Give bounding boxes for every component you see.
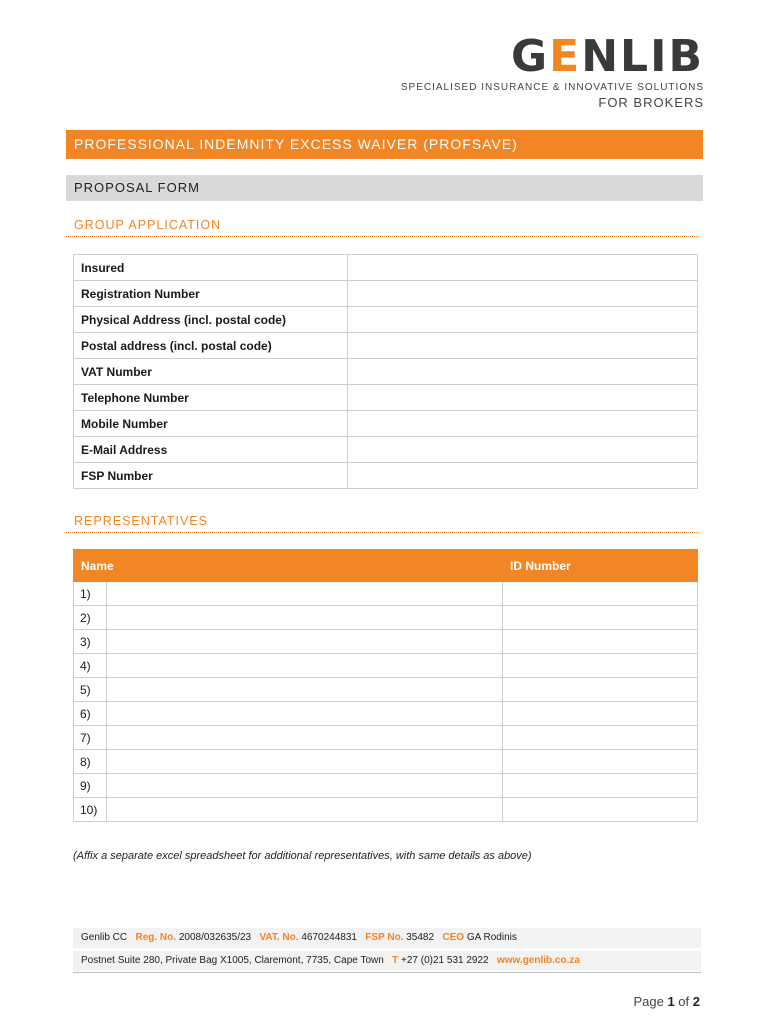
page-total: 2 <box>692 994 700 1009</box>
footer-reg-label: Reg. No. <box>135 932 177 943</box>
group-field-label: Registration Number <box>74 281 348 307</box>
representative-name-cell[interactable] <box>107 702 503 726</box>
representative-id-cell[interactable] <box>503 582 698 606</box>
group-field-row <box>74 437 698 463</box>
representative-row-number: 9) <box>74 774 107 798</box>
footer-vat-label: VAT. No. <box>259 932 299 943</box>
representative-row-number: 5) <box>74 678 107 702</box>
group-field-label: Physical Address (incl. postal code) <box>74 307 348 333</box>
page-of: of <box>678 994 690 1009</box>
representative-row <box>74 606 698 630</box>
group-field-label: Postal address (incl. postal code) <box>74 333 348 359</box>
footer-address-line <box>73 951 701 971</box>
footer-ceo-value: GA Rodinis <box>466 932 517 943</box>
representatives-header-row <box>74 550 698 582</box>
group-field-value-cell[interactable] <box>348 463 698 489</box>
representative-id-cell[interactable] <box>503 798 698 822</box>
group-field-value-cell[interactable] <box>348 437 698 463</box>
group-field-label: Telephone Number <box>74 385 348 411</box>
representative-id-cell[interactable] <box>503 654 698 678</box>
group-field-row <box>74 307 698 333</box>
representative-name-cell[interactable] <box>107 750 503 774</box>
representative-name-cell[interactable] <box>107 582 503 606</box>
representative-row <box>74 774 698 798</box>
group-field-label: Mobile Number <box>74 411 348 437</box>
representative-row-number: 6) <box>74 702 107 726</box>
footer-ceo-label: CEO <box>442 932 465 943</box>
group-field-row <box>74 385 698 411</box>
logo-letters-nlib: NLIB <box>581 31 704 82</box>
representative-row <box>74 702 698 726</box>
group-application-heading: GROUP APPLICATION <box>66 218 699 237</box>
group-field-row <box>74 463 698 489</box>
representative-row-number: 8) <box>74 750 107 774</box>
representative-row <box>74 726 698 750</box>
representative-id-cell[interactable] <box>503 774 698 798</box>
page-current: 1 <box>667 994 675 1009</box>
representative-row-number: 4) <box>74 654 107 678</box>
group-field-value-cell[interactable] <box>348 307 698 333</box>
footer-fsp-value: 35482 <box>406 932 435 943</box>
footer-reg-value: 2008/032635/23 <box>178 932 252 943</box>
representative-name-cell[interactable] <box>107 798 503 822</box>
genlib-logo <box>400 31 704 110</box>
representative-row-number: 3) <box>74 630 107 654</box>
representative-row <box>74 798 698 822</box>
representative-row <box>74 750 698 774</box>
group-field-label: E-Mail Address <box>74 437 348 463</box>
group-application-table <box>73 254 698 489</box>
page-number <box>633 994 700 1009</box>
footer-website-link[interactable]: www.genlib.co.za <box>496 955 580 966</box>
footer-tel-value: +27 (0)21 531 2922 <box>401 955 489 966</box>
representative-name-cell[interactable] <box>107 654 503 678</box>
group-field-value-cell[interactable] <box>348 359 698 385</box>
representative-row <box>74 630 698 654</box>
group-field-row <box>74 359 698 385</box>
representative-name-cell[interactable] <box>107 774 503 798</box>
page-prefix: Page <box>633 994 664 1009</box>
representative-name-cell[interactable] <box>107 630 503 654</box>
group-field-row <box>74 411 698 437</box>
logo-letter-g: G <box>511 31 550 82</box>
group-field-value-cell[interactable] <box>348 411 698 437</box>
group-field-label: Insured <box>74 255 348 281</box>
group-field-label: FSP Number <box>74 463 348 489</box>
footer-fsp-label: FSP No. <box>365 932 404 943</box>
representatives-table <box>73 549 698 822</box>
representative-row <box>74 654 698 678</box>
representative-row-number: 1) <box>74 582 107 606</box>
footer-vat-value: 4670244831 <box>301 932 357 943</box>
group-field-row <box>74 255 698 281</box>
representative-id-cell[interactable] <box>503 678 698 702</box>
representative-id-cell[interactable] <box>503 750 698 774</box>
logo-letter-e: E <box>549 31 582 82</box>
representative-row-number: 10) <box>74 798 107 822</box>
representative-row-number: 2) <box>74 606 107 630</box>
representative-name-cell[interactable] <box>107 606 503 630</box>
id-number-column-header: ID Number <box>503 550 698 582</box>
group-field-value-cell[interactable] <box>348 333 698 359</box>
logo-subline: FOR BROKERS <box>598 95 704 110</box>
footer-company: Genlib CC <box>81 932 128 943</box>
footer-company-line <box>73 928 701 948</box>
form-subtitle: PROPOSAL FORM <box>66 175 703 201</box>
footer-divider <box>73 972 701 973</box>
representative-id-cell[interactable] <box>503 702 698 726</box>
form-title: PROFESSIONAL INDEMNITY EXCESS WAIVER (PROFSAVE) <box>66 130 703 159</box>
representative-name-cell[interactable] <box>107 678 503 702</box>
logo-tagline: SPECIALISED INSURANCE & INNOVATIVE SOLUTIONS <box>400 82 704 93</box>
footer-tel-label: T <box>392 955 399 966</box>
representative-row <box>74 678 698 702</box>
footer-address: Postnet Suite 280, Private Bag X1005, Claremont, 7735, Cape Town <box>81 955 384 966</box>
representatives-heading: REPRESENTATIVES <box>66 514 699 533</box>
representative-id-cell[interactable] <box>503 726 698 750</box>
representative-row <box>74 582 698 606</box>
group-field-value-cell[interactable] <box>348 281 698 307</box>
name-column-header: Name <box>74 550 503 582</box>
group-field-value-cell[interactable] <box>348 385 698 411</box>
affix-note: (Affix a separate excel spreadsheet for additional representatives, with same details as above) <box>73 850 532 862</box>
group-field-row <box>74 281 698 307</box>
representative-row-number: 7) <box>74 726 107 750</box>
group-field-label: VAT Number <box>74 359 348 385</box>
logo-wordmark <box>401 31 704 82</box>
group-field-row <box>74 333 698 359</box>
group-field-value-cell[interactable] <box>348 255 698 281</box>
representative-id-cell[interactable] <box>503 606 698 630</box>
representative-id-cell[interactable] <box>503 630 698 654</box>
representative-name-cell[interactable] <box>107 726 503 750</box>
